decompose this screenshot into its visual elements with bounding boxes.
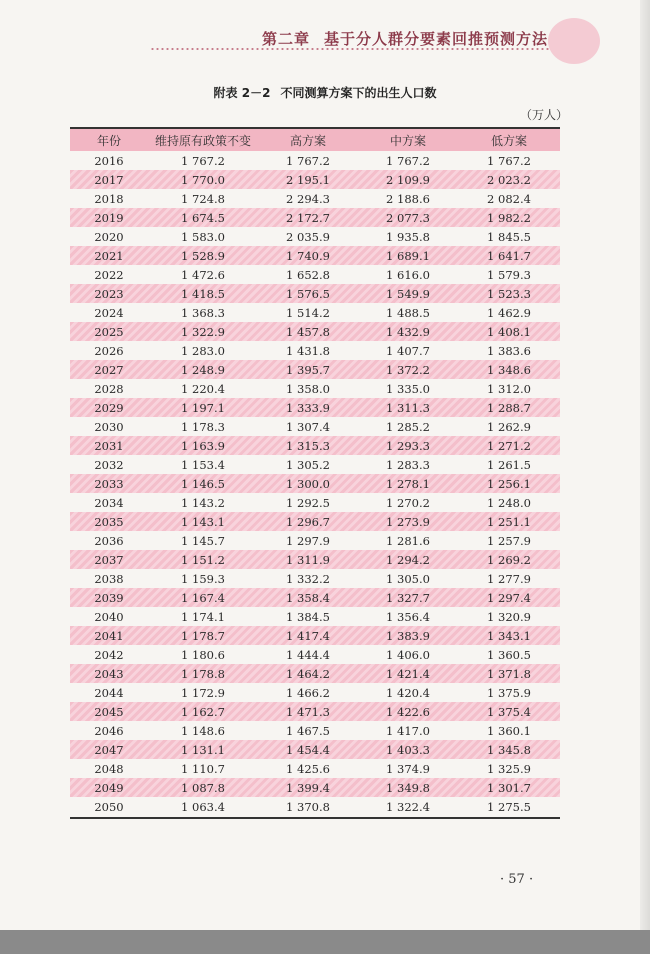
cell-mid: 1 311.3 (386, 400, 430, 415)
cell-mid: 1 767.2 (386, 153, 430, 168)
cell-high: 1 311.9 (286, 552, 330, 567)
cell-high: 1 652.8 (286, 267, 330, 282)
cell-low: 1 275.5 (487, 799, 531, 814)
cell-year: 2018 (94, 191, 124, 206)
cell-keep-policy: 1 159.3 (181, 571, 225, 586)
cell-high: 1 292.5 (286, 495, 330, 510)
cell-high: 1 444.4 (286, 647, 330, 662)
cell-year: 2031 (94, 438, 124, 453)
cell-low: 1 348.6 (487, 362, 531, 377)
table-row (70, 436, 560, 455)
header-dotted-rule (150, 48, 550, 50)
table-row (70, 778, 560, 797)
cell-mid: 2 077.3 (386, 210, 430, 225)
cell-mid: 1 935.8 (386, 229, 430, 244)
column-header-low: 低方案 (490, 133, 527, 148)
cell-high: 1 425.6 (286, 761, 330, 776)
cell-year: 2038 (94, 571, 124, 586)
cell-high: 1 296.7 (286, 514, 330, 529)
cell-keep-policy: 1 162.7 (181, 704, 225, 719)
cell-year: 2036 (94, 533, 124, 548)
cell-high: 2 294.3 (286, 191, 330, 206)
cell-year: 2029 (94, 400, 124, 415)
cell-mid: 1 689.1 (386, 248, 430, 263)
cell-low: 1 251.1 (487, 514, 531, 529)
cell-year: 2016 (94, 153, 124, 168)
cell-year: 2027 (94, 362, 124, 377)
cell-year: 2044 (94, 685, 124, 700)
cell-year: 2025 (94, 324, 124, 339)
cell-keep-policy: 1 143.1 (181, 514, 225, 529)
cell-keep-policy: 1 153.4 (181, 457, 225, 472)
cell-keep-policy: 1 063.4 (181, 799, 225, 814)
cell-high: 1 297.9 (286, 533, 330, 548)
cell-high: 1 417.4 (286, 628, 330, 643)
cell-year: 2040 (94, 609, 124, 624)
cell-year: 2026 (94, 343, 124, 358)
cell-low: 1 269.2 (487, 552, 531, 567)
cell-low: 1 845.5 (487, 229, 531, 244)
cell-keep-policy: 1 178.3 (181, 419, 225, 434)
cell-keep-policy: 1 146.5 (181, 476, 225, 491)
table-row (70, 683, 560, 702)
cell-keep-policy: 1 178.7 (181, 628, 225, 643)
cell-mid: 1 270.2 (386, 495, 430, 510)
cell-keep-policy: 1 283.0 (181, 343, 225, 358)
page-edge (640, 0, 650, 954)
column-header-keep-policy: 维持原有政策不变 (154, 133, 251, 148)
cell-high: 1 464.2 (286, 666, 330, 681)
unit-label: （万人） (520, 108, 569, 122)
cell-keep-policy: 1 418.5 (181, 286, 225, 301)
table-row (70, 455, 560, 474)
cell-mid: 1 349.8 (386, 780, 430, 795)
cell-low: 2 082.4 (487, 191, 531, 206)
cell-year: 2045 (94, 704, 124, 719)
cell-mid: 1 305.0 (386, 571, 430, 586)
column-header-year: 年份 (96, 133, 121, 148)
table-bottom-rule (70, 817, 560, 819)
table-header-row (70, 129, 560, 151)
cell-mid: 1 383.9 (386, 628, 430, 643)
cell-mid: 1 293.3 (386, 438, 430, 453)
column-header-high: 高方案 (289, 133, 326, 148)
cell-mid: 1 549.9 (386, 286, 430, 301)
cell-year: 2020 (94, 229, 124, 244)
cell-keep-policy: 1 322.9 (181, 324, 225, 339)
cell-year: 2030 (94, 419, 124, 434)
cell-year: 2039 (94, 590, 124, 605)
cell-year: 2033 (94, 476, 124, 491)
table-row (70, 303, 560, 322)
cell-mid: 1 283.3 (386, 457, 430, 472)
cell-mid: 1 421.4 (386, 666, 430, 681)
cell-mid: 1 278.1 (386, 476, 430, 491)
table-row (70, 151, 560, 170)
cell-mid: 1 406.0 (386, 647, 430, 662)
cell-low: 1 248.0 (487, 495, 531, 510)
cell-low: 1 767.2 (487, 153, 531, 168)
chapter-title: 基于分人群分要素回推预测方法 (324, 30, 549, 48)
cell-year: 2042 (94, 647, 124, 662)
cell-high: 1 399.4 (286, 780, 330, 795)
cell-high: 1 454.4 (286, 742, 330, 757)
cell-high: 1 307.4 (286, 419, 330, 434)
table-row (70, 189, 560, 208)
chapter-number: 第二章 (262, 30, 311, 48)
cell-keep-policy: 1 368.3 (181, 305, 225, 320)
cell-keep-policy: 1 167.4 (181, 590, 225, 605)
cell-mid: 2 188.6 (386, 191, 430, 206)
cell-low: 1 360.1 (487, 723, 531, 738)
cell-keep-policy: 1 143.2 (181, 495, 225, 510)
cell-low: 1 288.7 (487, 400, 531, 415)
cell-high: 1 333.9 (286, 400, 330, 415)
running-header (262, 28, 592, 49)
table-row (70, 170, 560, 189)
cell-year: 2034 (94, 495, 124, 510)
cell-low: 1 312.0 (487, 381, 531, 396)
cell-year: 2023 (94, 286, 124, 301)
table-row (70, 645, 560, 664)
table-row (70, 531, 560, 550)
table-row (70, 740, 560, 759)
cell-keep-policy: 1 148.6 (181, 723, 225, 738)
cell-low: 1 375.9 (487, 685, 531, 700)
cell-mid: 1 420.4 (386, 685, 430, 700)
cell-high: 1 358.4 (286, 590, 330, 605)
column-header-mid: 中方案 (389, 133, 426, 148)
cell-keep-policy: 1 131.1 (181, 742, 225, 757)
cell-low: 1 343.1 (487, 628, 531, 643)
cell-keep-policy: 1 197.1 (181, 400, 225, 415)
cell-mid: 1 374.9 (386, 761, 430, 776)
cell-mid: 1 285.2 (386, 419, 430, 434)
cell-keep-policy: 1 110.7 (181, 761, 225, 776)
cell-mid: 1 407.7 (386, 343, 430, 358)
table-row (70, 417, 560, 436)
cell-high: 2 172.7 (286, 210, 330, 225)
cell-low: 1 345.8 (487, 742, 531, 757)
cell-keep-policy: 1 248.9 (181, 362, 225, 377)
table-row (70, 493, 560, 512)
cell-low: 1 262.9 (487, 419, 531, 434)
table-row (70, 474, 560, 493)
cell-year: 2050 (94, 799, 124, 814)
cell-keep-policy: 1 178.8 (181, 666, 225, 681)
cell-high: 1 358.0 (286, 381, 330, 396)
cell-low: 1 641.7 (487, 248, 531, 263)
cell-mid: 1 616.0 (386, 267, 430, 282)
table-title (0, 84, 650, 101)
cell-low: 1 256.1 (487, 476, 531, 491)
cell-high: 1 332.2 (286, 571, 330, 586)
table-row (70, 360, 560, 379)
table-row (70, 227, 560, 246)
cell-high: 2 035.9 (286, 229, 330, 244)
table-row (70, 265, 560, 284)
cell-mid: 1 327.7 (386, 590, 430, 605)
cell-low: 1 271.2 (487, 438, 531, 453)
cell-low: 1 383.6 (487, 343, 531, 358)
cell-keep-policy: 1 770.0 (181, 172, 225, 187)
table-row (70, 284, 560, 303)
cell-mid: 1 417.0 (386, 723, 430, 738)
table-row (70, 588, 560, 607)
cell-year: 2047 (94, 742, 124, 757)
cell-high: 1 315.3 (286, 438, 330, 453)
cell-low: 1 523.3 (487, 286, 531, 301)
table-row (70, 379, 560, 398)
cell-year: 2021 (94, 248, 124, 263)
cell-low: 1 408.1 (487, 324, 531, 339)
table-row (70, 797, 560, 816)
table-title-number: 附表 2－2 (213, 86, 271, 100)
cell-mid: 1 403.3 (386, 742, 430, 757)
cell-year: 2046 (94, 723, 124, 738)
cell-high: 1 576.5 (286, 286, 330, 301)
cell-high: 2 195.1 (286, 172, 330, 187)
cell-high: 1 740.9 (286, 248, 330, 263)
cell-keep-policy: 1 172.9 (181, 685, 225, 700)
table-row (70, 246, 560, 265)
cell-low: 1 371.8 (487, 666, 531, 681)
table-row (70, 702, 560, 721)
cell-high: 1 467.5 (286, 723, 330, 738)
cell-low: 1 579.3 (487, 267, 531, 282)
cell-high: 1 466.2 (286, 685, 330, 700)
cell-year: 2019 (94, 210, 124, 225)
cell-keep-policy: 1 674.5 (181, 210, 225, 225)
cell-low: 1 277.9 (487, 571, 531, 586)
cell-mid: 1 273.9 (386, 514, 430, 529)
cell-keep-policy: 1 087.8 (181, 780, 225, 795)
cell-high: 1 767.2 (286, 153, 330, 168)
cell-low: 1 375.4 (487, 704, 531, 719)
cell-high: 1 370.8 (286, 799, 330, 814)
scan-border (0, 930, 650, 954)
cell-mid: 1 372.2 (386, 362, 430, 377)
cell-year: 2041 (94, 628, 124, 643)
cell-keep-policy: 1 528.9 (181, 248, 225, 263)
cell-year: 2028 (94, 381, 124, 396)
cell-keep-policy: 1 724.8 (181, 191, 225, 206)
cell-high: 1 457.8 (286, 324, 330, 339)
cell-year: 2048 (94, 761, 124, 776)
table-row (70, 607, 560, 626)
cell-year: 2035 (94, 514, 124, 529)
cell-mid: 1 322.4 (386, 799, 430, 814)
cell-low: 1 261.5 (487, 457, 531, 472)
cell-keep-policy: 1 145.7 (181, 533, 225, 548)
cell-low: 2 023.2 (487, 172, 531, 187)
cell-mid: 1 335.0 (386, 381, 430, 396)
cell-year: 2022 (94, 267, 124, 282)
cell-high: 1 431.8 (286, 343, 330, 358)
cell-mid: 1 422.6 (386, 704, 430, 719)
cell-low: 1 982.2 (487, 210, 531, 225)
cell-year: 2017 (94, 172, 124, 187)
cell-keep-policy: 1 163.9 (181, 438, 225, 453)
table-row (70, 664, 560, 683)
table-title-text: 不同测算方案下的出生人口数 (280, 86, 437, 100)
table-row (70, 322, 560, 341)
table-row (70, 759, 560, 778)
table-row (70, 626, 560, 645)
cell-mid: 1 281.6 (386, 533, 430, 548)
table-row (70, 721, 560, 740)
cell-mid: 1 356.4 (386, 609, 430, 624)
cell-keep-policy: 1 583.0 (181, 229, 225, 244)
cell-low: 1 301.7 (487, 780, 531, 795)
page-number: · 57 · (500, 872, 534, 887)
cell-keep-policy: 1 174.1 (181, 609, 225, 624)
cell-keep-policy: 1 472.6 (181, 267, 225, 282)
cell-high: 1 514.2 (286, 305, 330, 320)
cell-year: 2024 (94, 305, 124, 320)
cell-high: 1 395.7 (286, 362, 330, 377)
cell-low: 1 320.9 (487, 609, 531, 624)
cell-low: 1 325.9 (487, 761, 531, 776)
cell-low: 1 297.4 (487, 590, 531, 605)
cell-keep-policy: 1 767.2 (181, 153, 225, 168)
cell-mid: 2 109.9 (386, 172, 430, 187)
cell-low: 1 360.5 (487, 647, 531, 662)
cell-keep-policy: 1 151.2 (181, 552, 225, 567)
cell-mid: 1 432.9 (386, 324, 430, 339)
cell-year: 2043 (94, 666, 124, 681)
table-row (70, 569, 560, 588)
cell-keep-policy: 1 220.4 (181, 381, 225, 396)
table-row (70, 512, 560, 531)
cell-high: 1 471.3 (286, 704, 330, 719)
table-row (70, 398, 560, 417)
cell-low: 1 257.9 (487, 533, 531, 548)
cell-high: 1 384.5 (286, 609, 330, 624)
cell-year: 2049 (94, 780, 124, 795)
cell-keep-policy: 1 180.6 (181, 647, 225, 662)
table-row (70, 208, 560, 227)
cell-high: 1 305.2 (286, 457, 330, 472)
cell-low: 1 462.9 (487, 305, 531, 320)
table-row (70, 341, 560, 360)
cell-mid: 1 294.2 (386, 552, 430, 567)
cell-year: 2032 (94, 457, 124, 472)
cell-year: 2037 (94, 552, 124, 567)
cell-mid: 1 488.5 (386, 305, 430, 320)
cell-high: 1 300.0 (286, 476, 330, 491)
table-row (70, 550, 560, 569)
